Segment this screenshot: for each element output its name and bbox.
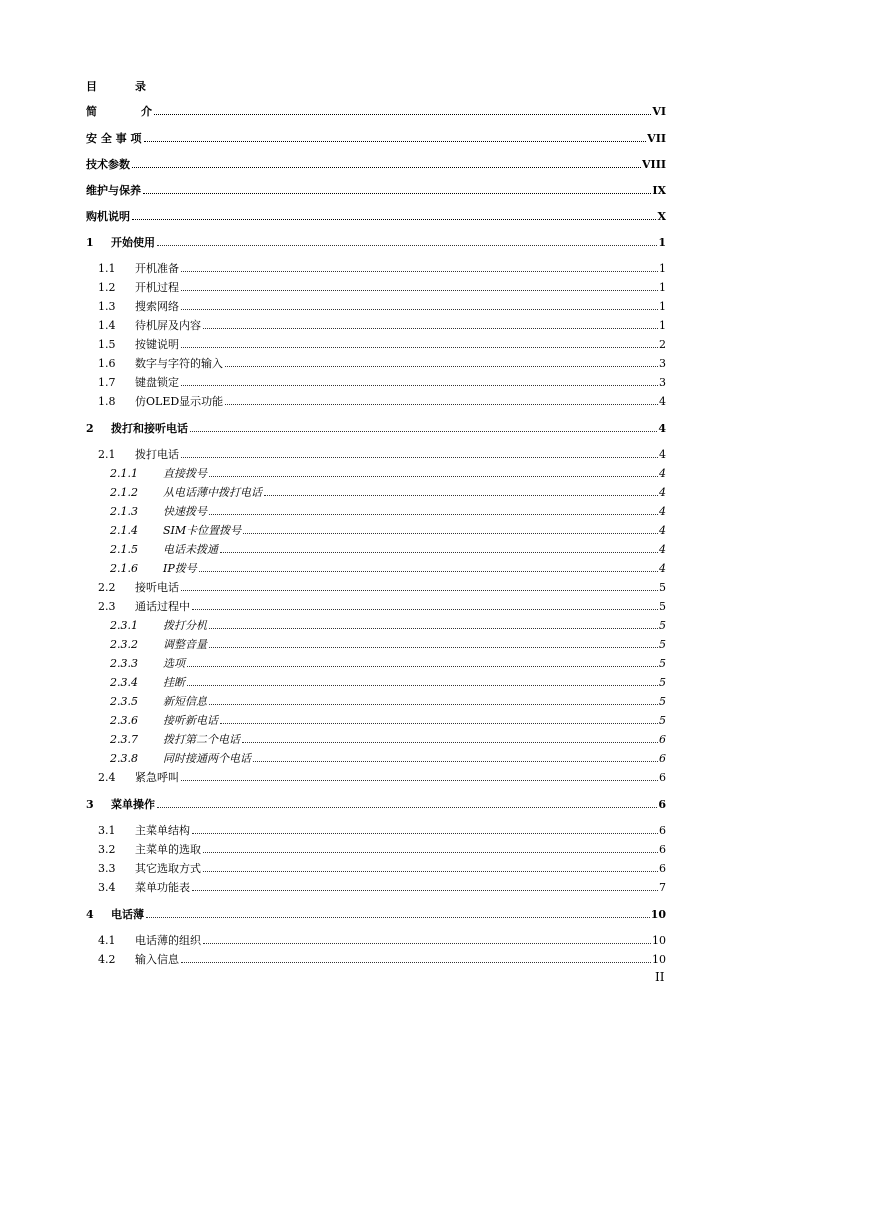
toc-entry-label: 其它选取方式: [135, 862, 201, 875]
toc-entry-label: 购机说明: [86, 210, 130, 223]
toc-section[interactable]: [98, 280, 666, 294]
toc-entry-label: 从电话薄中拨打电话: [163, 486, 262, 499]
dot-leader: [144, 141, 647, 142]
toc-entry-number: 3.4: [98, 881, 116, 894]
toc-entry-number: 3.3: [98, 862, 116, 875]
dot-leader: [132, 167, 641, 168]
toc-entry-number: 2.4: [98, 771, 116, 784]
toc-entry-number: 2.1.5: [110, 543, 138, 556]
toc-entry-number: 4: [86, 908, 94, 921]
toc-entry-label: 输入信息: [135, 953, 179, 966]
dot-leader: [209, 628, 658, 629]
dot-leader: [203, 943, 651, 944]
dot-leader: [209, 476, 658, 477]
toc-entry-label: 按键说明: [135, 338, 179, 351]
toc-subsection[interactable]: [110, 504, 666, 518]
toc-section[interactable]: [98, 337, 666, 351]
toc-entry-page: 5: [659, 695, 666, 708]
dot-leader: [209, 647, 658, 648]
toc-entry-label: 搜索网络: [135, 300, 179, 313]
toc-entry-number: 2.3.5: [110, 695, 138, 708]
toc-entry-page: 6: [659, 862, 666, 875]
toc-entry-page: 5: [659, 619, 666, 632]
toc-entry-label: 紧急呼叫: [135, 771, 179, 784]
toc-subsection[interactable]: [110, 694, 666, 708]
dot-leader: [190, 431, 657, 432]
dot-leader: [181, 271, 658, 272]
dot-leader: [199, 571, 658, 572]
toc-subsection[interactable]: [110, 523, 666, 537]
dot-leader: [203, 328, 658, 329]
toc-entry-label: 仿OLED显示功能: [135, 395, 224, 408]
toc-entry-number: 2.3.3: [110, 657, 138, 670]
dot-leader: [242, 742, 658, 743]
toc-entry-page: 4: [659, 505, 666, 518]
toc-entry-number: 1.8: [98, 395, 116, 408]
toc-entry-page: 4: [659, 448, 666, 461]
dot-leader: [192, 833, 658, 834]
toc-entry-page: 6: [658, 798, 666, 811]
toc-entry-label: SIM卡位置拨号: [163, 524, 242, 537]
toc-entry-label: 直接拨号: [163, 467, 207, 480]
toc-entry-page: 7: [659, 881, 666, 894]
toc-front-entry[interactable]: [86, 131, 666, 145]
toc-entry-page: 10: [650, 908, 666, 921]
toc-entry-number: 2.1.3: [110, 505, 138, 518]
toc-entry-label: 开机准备: [135, 262, 179, 275]
dot-leader: [181, 290, 658, 291]
toc-entry-label: 挂断: [163, 676, 185, 689]
dot-leader: [181, 347, 658, 348]
toc-entry-label: 通话过程中: [135, 600, 190, 613]
dot-leader: [264, 495, 658, 496]
toc-section[interactable]: [98, 599, 666, 613]
toc-entry-page: 4: [658, 422, 666, 435]
toc-section[interactable]: [98, 580, 666, 594]
toc-entry-label: 键盘锁定: [135, 376, 179, 389]
toc-section[interactable]: [98, 261, 666, 275]
toc-entry-label: 安 全 事 项: [86, 132, 142, 145]
toc-entry-number: 2.1: [98, 448, 116, 461]
toc-entry-number: 2.1.6: [110, 562, 138, 575]
toc-entry-number: 2.2: [98, 581, 116, 594]
toc-entry-page: 5: [659, 676, 666, 689]
toc-entry-label: 快速拨号: [163, 505, 207, 518]
dot-leader: [187, 666, 658, 667]
toc-entry-page: 6: [659, 733, 666, 746]
toc-title: [86, 78, 146, 94]
toc-entry-label: 选项: [163, 657, 185, 670]
dot-leader: [181, 962, 651, 963]
toc-entry-number: 1.3: [98, 300, 116, 313]
dot-leader: [146, 917, 650, 918]
toc-entry-number: 2.1.1: [110, 467, 138, 480]
toc-entry-number: 2.3.8: [110, 752, 138, 765]
toc-subsection[interactable]: [110, 618, 666, 632]
toc-entry-number: 3.2: [98, 843, 116, 856]
toc-section[interactable]: [98, 356, 666, 370]
toc-entry-number: 2: [86, 422, 94, 435]
toc-section[interactable]: [98, 447, 666, 461]
dot-leader: [143, 193, 651, 194]
toc-entry-page: 4: [659, 486, 666, 499]
toc-entry-label: 接听新电话: [163, 714, 218, 727]
toc-chapter[interactable]: [86, 421, 666, 435]
toc-chapter[interactable]: [86, 235, 666, 249]
toc-entry-page: 4: [659, 524, 666, 537]
toc-front-entry[interactable]: [86, 209, 666, 223]
toc-entry-page: VI: [652, 105, 666, 118]
toc-front-entry[interactable]: [86, 104, 666, 118]
dot-leader: [225, 366, 658, 367]
toc-section[interactable]: [98, 394, 666, 408]
toc-entry-label: 接听电话: [135, 581, 179, 594]
toc-entry-number: 1.7: [98, 376, 116, 389]
toc-entry-number: 2.3.4: [110, 676, 138, 689]
toc-entry-label: 拨打分机: [163, 619, 207, 632]
toc-title-right: 录: [135, 80, 146, 93]
toc-front-entry[interactable]: [86, 157, 666, 171]
toc-entry-number: 3: [86, 798, 94, 811]
toc-entry-label: 开始使用: [111, 236, 155, 249]
toc-chapter[interactable]: [86, 907, 666, 921]
toc-entry-label: 简 介: [86, 105, 152, 118]
toc-subsection[interactable]: [110, 713, 666, 727]
toc-entry-label: 电话薄: [111, 908, 144, 921]
toc-subsection[interactable]: [110, 485, 666, 499]
toc-entry-page: 5: [659, 581, 666, 594]
toc-section[interactable]: [98, 299, 666, 313]
toc-entry-label: 数字与字符的输入: [135, 357, 223, 370]
toc-entry-page: 10: [652, 934, 666, 947]
toc-entry-label: 主菜单结构: [135, 824, 190, 837]
toc-entry-label: 电话薄的组织: [135, 934, 201, 947]
toc-entry-page: 4: [659, 467, 666, 480]
toc-section[interactable]: [98, 823, 666, 837]
toc-entry-page: 4: [659, 562, 666, 575]
dot-leader: [181, 457, 658, 458]
toc-entry-number: 4.1: [98, 934, 116, 947]
toc-entry-number: 1.1: [98, 262, 116, 275]
dot-leader: [181, 590, 658, 591]
toc-entry-page: 6: [659, 771, 666, 784]
toc-entry-label: 待机屏及内容: [135, 319, 201, 332]
dot-leader: [187, 685, 658, 686]
toc-section[interactable]: [98, 933, 666, 947]
toc-entry-page: 4: [659, 395, 666, 408]
toc-entry-number: 2.1.2: [110, 486, 138, 499]
dot-leader: [157, 245, 657, 246]
toc-entry-page: VII: [647, 132, 666, 145]
toc-entry-label: 拨打和接听电话: [111, 422, 188, 435]
toc-entry-number: 1.2: [98, 281, 116, 294]
dot-leader: [132, 219, 656, 220]
toc-entry-page: 5: [659, 600, 666, 613]
toc-entry-label: 开机过程: [135, 281, 179, 294]
dot-leader: [192, 890, 658, 891]
toc-entry-label: 菜单功能表: [135, 881, 190, 894]
toc-section[interactable]: [98, 842, 666, 856]
dot-leader: [181, 309, 658, 310]
toc-entry-label: 同时接通两个电话: [163, 752, 251, 765]
toc-subsection[interactable]: [110, 751, 666, 765]
dot-leader: [220, 723, 658, 724]
toc-entry-label: 菜单操作: [111, 798, 155, 811]
toc-subsection[interactable]: [110, 637, 666, 651]
toc-entry-page: 6: [659, 843, 666, 856]
dot-leader: [243, 533, 658, 534]
toc-entry-number: 1.6: [98, 357, 116, 370]
toc-front-entry[interactable]: [86, 183, 666, 197]
toc-entry-number: 2.3.6: [110, 714, 138, 727]
dot-leader: [203, 871, 658, 872]
dot-leader: [253, 761, 658, 762]
toc-subsection[interactable]: [110, 675, 666, 689]
dot-leader: [225, 404, 658, 405]
dot-leader: [203, 852, 658, 853]
toc-entry-label: 新短信息: [163, 695, 207, 708]
toc-entry-page: 6: [659, 824, 666, 837]
toc-entry-page: IX: [652, 184, 666, 197]
toc-subsection[interactable]: [110, 732, 666, 746]
toc-entry-page: VIII: [642, 158, 666, 171]
toc-entry-number: 2.3.2: [110, 638, 138, 651]
toc-entry-page: 5: [659, 714, 666, 727]
dot-leader: [192, 609, 658, 610]
toc-subsection[interactable]: [110, 656, 666, 670]
toc-entry-page: 1: [659, 262, 666, 275]
toc-subsection[interactable]: [110, 542, 666, 556]
dot-leader: [181, 385, 658, 386]
toc-entry-label: 拨打电话: [135, 448, 179, 461]
toc-entry-label: 拨打第二个电话: [163, 733, 240, 746]
toc-entry-label: IP拨号: [163, 562, 197, 575]
toc-entry-number: 2.1.4: [110, 524, 138, 537]
toc-entry-number: 2.3: [98, 600, 116, 613]
toc-section[interactable]: [98, 318, 666, 332]
toc-entry-page: 10: [652, 953, 666, 966]
dot-leader: [220, 552, 658, 553]
toc-entry-number: 1: [86, 236, 94, 249]
toc-entry-page: 3: [659, 376, 666, 389]
toc-entry-label: 主菜单的选取: [135, 843, 201, 856]
dot-leader: [154, 114, 651, 115]
toc-entry-page: 6: [659, 752, 666, 765]
toc-entry-page: 3: [659, 357, 666, 370]
toc-entry-number: 2.3.1: [110, 619, 138, 632]
toc-entry-page: 2: [659, 338, 666, 351]
toc-section[interactable]: [98, 375, 666, 389]
toc-entry-page: 1: [659, 281, 666, 294]
toc-subsection[interactable]: [110, 561, 666, 575]
toc-entry-page: 4: [659, 543, 666, 556]
toc-entry-label: 电话未拨通: [163, 543, 218, 556]
toc-entry-number: 3.1: [98, 824, 116, 837]
toc-entry-page: 1: [658, 236, 666, 249]
dot-leader: [181, 780, 658, 781]
toc-entry-number: 4.2: [98, 953, 116, 966]
toc-chapter[interactable]: [86, 797, 666, 811]
toc-entry-page: 5: [659, 638, 666, 651]
toc-entry-page: 5: [659, 657, 666, 670]
toc-entry-number: 1.4: [98, 319, 116, 332]
dot-leader: [209, 704, 658, 705]
toc-entry-number: 1.5: [98, 338, 116, 351]
toc-section[interactable]: [98, 880, 666, 894]
toc-entry-page: X: [657, 210, 666, 223]
dot-leader: [209, 514, 658, 515]
toc-entry-label: 维护与保养: [86, 184, 141, 197]
toc-section[interactable]: [98, 861, 666, 875]
toc-entry-label: 技术参数: [86, 158, 130, 171]
toc-entry-page: 1: [659, 300, 666, 313]
toc-section[interactable]: [98, 952, 666, 966]
toc-section[interactable]: [98, 770, 666, 784]
toc-entry-label: 调整音量: [163, 638, 207, 651]
toc-title-left: 目: [86, 80, 97, 93]
toc-entry-number: 2.3.7: [110, 733, 138, 746]
toc-subsection[interactable]: [110, 466, 666, 480]
toc-entry-page: 1: [659, 319, 666, 332]
page-number: II: [655, 970, 665, 984]
dot-leader: [157, 807, 657, 808]
